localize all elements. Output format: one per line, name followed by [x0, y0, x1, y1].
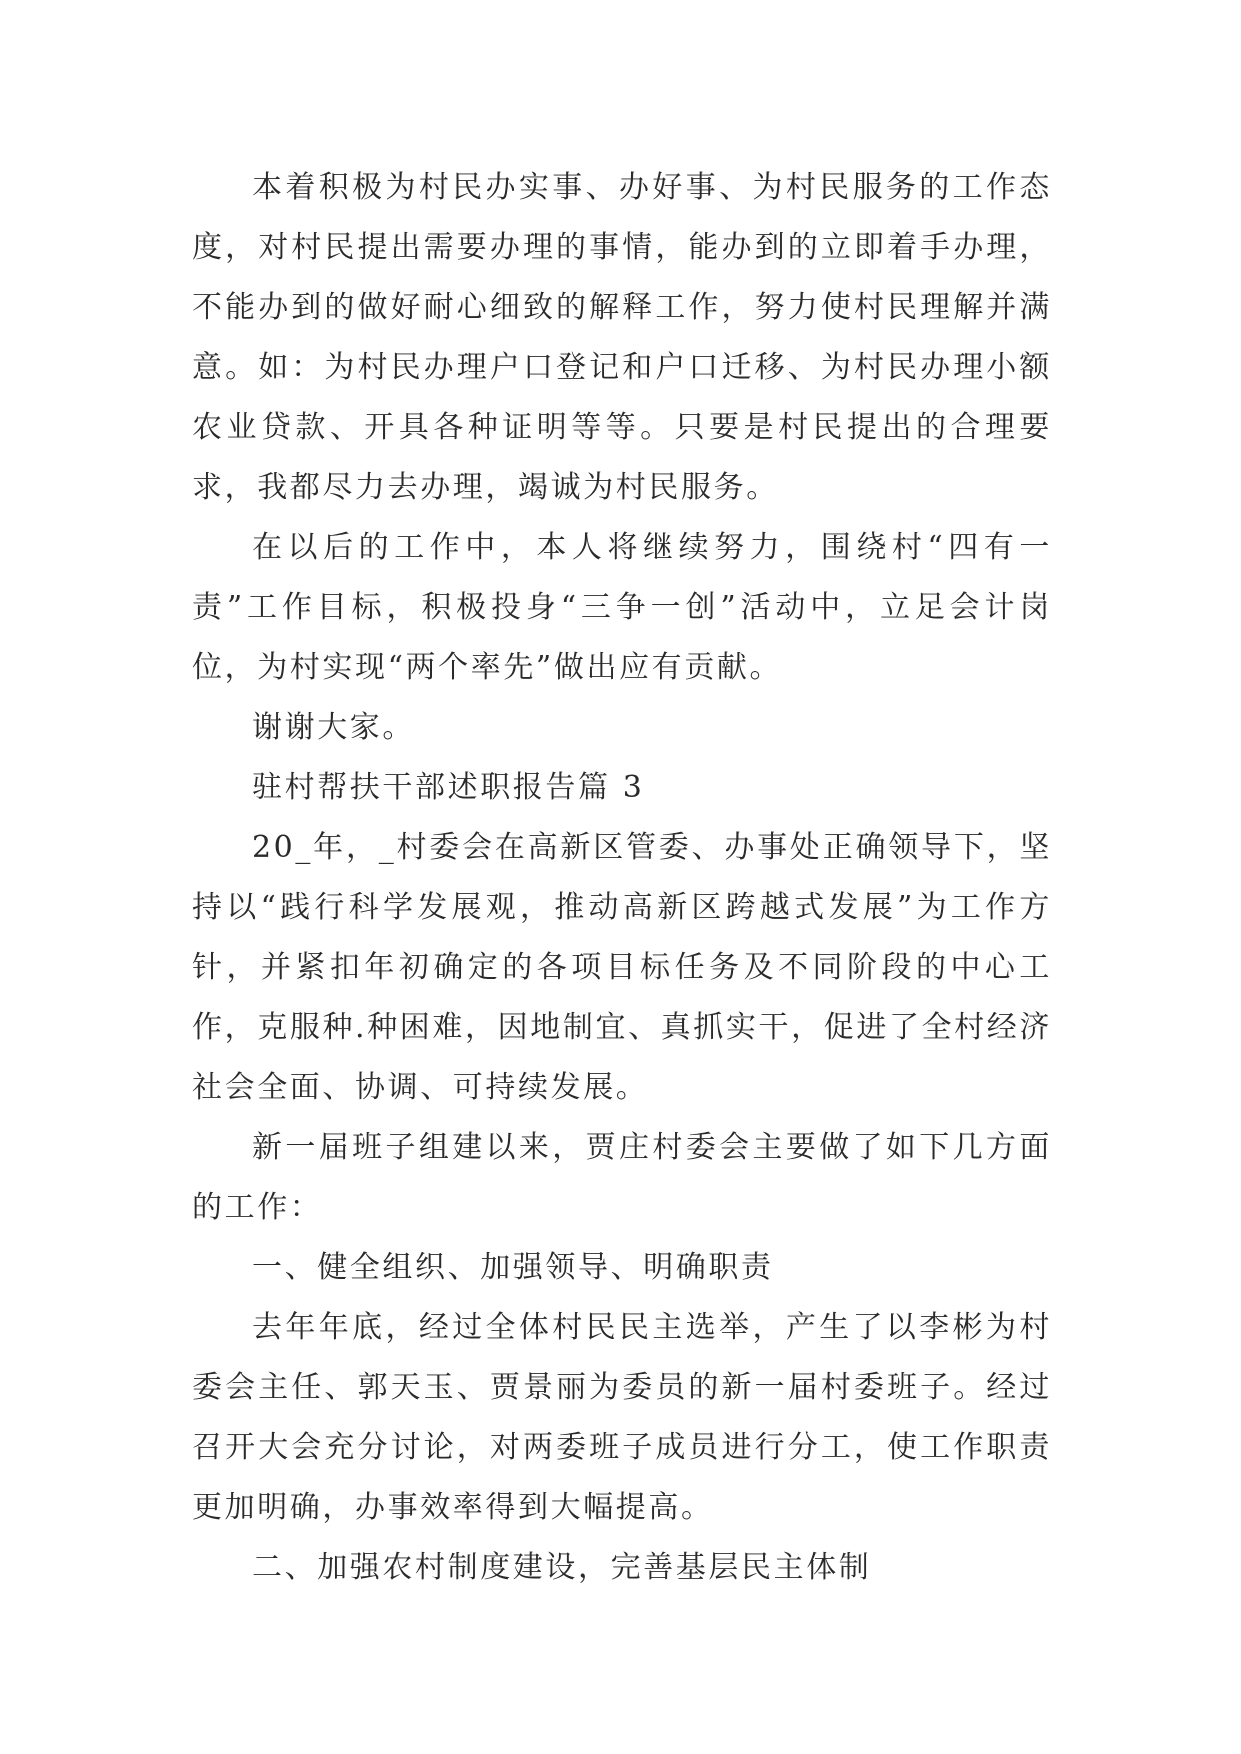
subheading-institution: 二、加强农村制度建设，完善基层民主体制 [252, 1550, 872, 1585]
paragraph-overview: 20_年，_村委会在高新区管委、办事处正确领导下，坚持以“践行科学发展观，推动高新区跨越式发展”为工作方针，并紧扣年初确定的各项目标任务及不同阶段的中心工作，克服种.种困难，因地制宜、真抓实干，促进了全村经济社会全面、协调、可持续发展。 [192, 830, 1052, 1105]
section-heading: 驻村帮扶干部述职报告篇 3 [252, 770, 645, 805]
subheading-organization: 一、健全组织、加强领导、明确职责 [252, 1250, 774, 1285]
paragraph-service-attitude: 本着积极为村民办实事、办好事、为村民服务的工作态度，对村民提出需要办理的事情，能办到的立即着手办理，不能办到的做好耐心细致的解释工作，努力使村民理解并满意。如：为村民办理户口登记和户口迁移、为村民办理小额农业贷款、开具各种证明等等。只要是村民提出的合理要求，我都尽力去办理，竭诚为村民服务。 [192, 170, 1052, 505]
paragraph-work-intro: 新一届班子组建以来，贾庄村委会主要做了如下几方面的工作： [192, 1130, 1052, 1225]
paragraph-thanks: 谢谢大家。 [252, 710, 415, 745]
paragraph-future-work: 在以后的工作中，本人将继续努力，围绕村“四有一责”工作目标，积极投身“三争一创”活动中，立足会计岗位，为村实现“两个率先”做出应有贡献。 [192, 530, 1052, 685]
document-body [192, 158, 1052, 1598]
paragraph-election: 去年年底，经过全体村民民主选举，产生了以李彬为村委会主任、郭天玉、贾景丽为委员的新一届村委班子。经过召开大会充分讨论，对两委班子成员进行分工，使工作职责更加明确，办事效率得到大幅提高。 [192, 1310, 1052, 1525]
